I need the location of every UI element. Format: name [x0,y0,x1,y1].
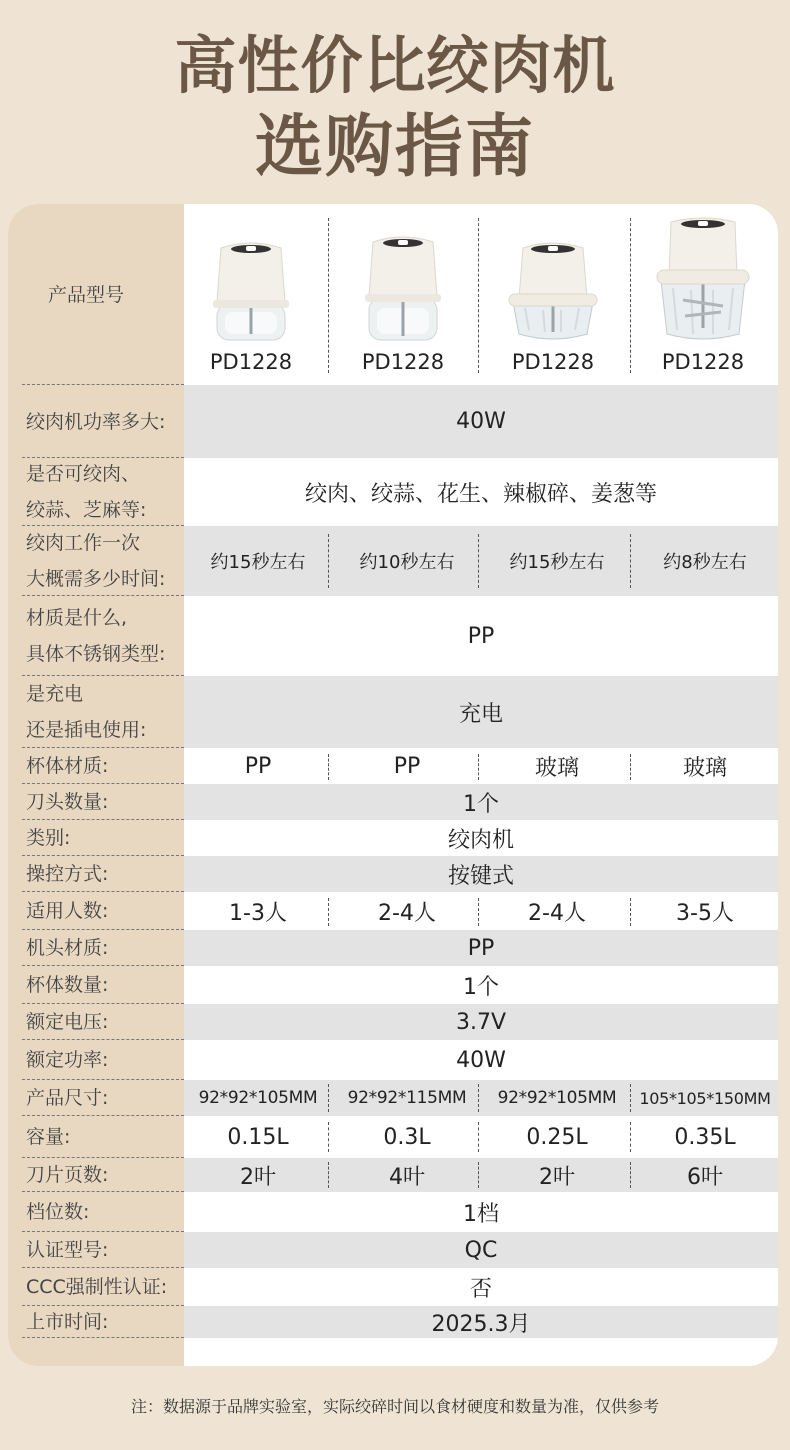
row-value: 充电 [458,701,503,727]
row-gears [8,1192,778,1232]
row-value: QC [464,1237,498,1263]
row-head-material [8,930,778,966]
row-value: 玻璃 [534,755,579,781]
product-card [176,214,326,382]
row-value: 4叶 [389,1164,425,1190]
row-label: 类别: [26,820,176,856]
row-value: 绞肉机 [447,827,514,853]
row-label: 产品尺寸: [26,1080,176,1116]
row-blade-count [8,784,778,820]
row-value: 1-3人 [229,900,287,926]
row-value: 2叶 [539,1164,575,1190]
row-size [8,1080,778,1116]
row-label: 产品型号 [26,204,176,385]
row-control [8,856,778,892]
page-title-line2: 选购指南 [254,108,535,187]
row-voltage [8,1004,778,1040]
row-rated-power [8,1040,778,1080]
row-value: 玻璃 [682,755,727,781]
row-value: 40W [456,1047,506,1073]
row-value: 2-4人 [528,900,586,926]
product-card [478,214,628,382]
row-value: 0.15L [227,1124,289,1150]
row-cup-material [8,748,778,784]
chopper-image [176,214,326,344]
row-label: 上市时间: [26,1306,176,1338]
row-value: 1个 [463,974,499,1000]
product-row [8,204,778,385]
row-value: PP [244,753,272,779]
row-label: 杯体数量: [26,966,176,1004]
row-value: 1档 [463,1201,499,1227]
chopper-image [478,214,628,344]
row-value: 2-4人 [378,900,436,926]
row-cert-model [8,1232,778,1268]
row-label: 操控方式: [26,856,176,892]
row-label: 绞肉机功率多大: [26,385,176,458]
row-label: 是充电 还是插电使用: [26,676,176,748]
row-value: 92*92*105MM [198,1088,318,1108]
row-value: PP [393,753,421,779]
product-card [328,214,478,382]
chopper-image [328,214,478,344]
row-label: 容量: [26,1116,176,1158]
footnote: 注：数据源于品牌实验室，实际绞碎时间以食材硬度和数量为准，仅供参考 [130,1397,659,1416]
row-capacity [8,1116,778,1158]
row-label: CCC强制性认证: [26,1268,176,1306]
product-model: PD1228 [209,350,293,374]
row-use-question [8,458,778,526]
row-label: 是否可绞肉、 绞蒜、芝麻等: [26,458,176,526]
row-material-question [8,596,778,676]
row-cup-count [8,966,778,1004]
row-blades [8,1158,778,1192]
row-power-question [8,385,778,458]
row-ccc [8,1268,778,1306]
row-value: 6叶 [687,1164,723,1190]
row-value: 105*105*150MM [639,1088,771,1108]
row-value: 3-5人 [676,900,734,926]
row-value: 约8秒左右 [663,552,747,573]
row-value: 2叶 [240,1164,276,1190]
row-value: 92*92*105MM [497,1088,617,1108]
row-label: 档位数: [26,1192,176,1232]
row-label: 刀片页数: [26,1158,176,1192]
product-model: PD1228 [361,350,445,374]
row-label: 材质是什么, 具体不锈钢类型: [26,596,176,676]
row-label: 刀头数量: [26,784,176,820]
comparison-table [8,204,778,1366]
chopper-image [628,214,778,344]
row-value: 约10秒左右 [359,552,455,573]
product-model: PD1228 [661,350,745,374]
row-value: 绞肉、绞蒜、花生、辣椒碎、姜葱等 [304,481,657,507]
row-value: PP [467,623,495,649]
row-value: 否 [469,1276,492,1302]
row-category [8,820,778,856]
row-label: 杯体材质: [26,748,176,784]
row-value: 2025.3月 [431,1311,531,1337]
row-release [8,1306,778,1338]
page-title-line1: 高性价比绞肉机 [174,29,616,102]
row-label: 额定功率: [26,1040,176,1080]
row-value: 40W [456,409,506,434]
row-people [8,892,778,930]
row-label: 额定电压: [26,1004,176,1040]
row-label: 适用人数: [26,892,176,930]
row-value: 0.35L [674,1124,736,1150]
row-time-question [8,526,778,596]
row-value: 3.7V [455,1009,507,1035]
row-label: 绞肉工作一次 大概需多少时间: [26,526,176,596]
row-value: PP [467,935,495,961]
row-value: 1个 [463,791,499,817]
row-value: 92*92*115MM [347,1088,467,1108]
row-value: 0.25L [526,1124,588,1150]
product-model: PD1228 [511,350,595,374]
row-value: 约15秒左右 [509,552,605,573]
row-charge-question [8,676,778,748]
row-value: 0.3L [383,1124,431,1150]
row-value: 约15秒左右 [210,552,306,573]
row-value: 按键式 [447,863,514,889]
row-label: 机头材质: [26,930,176,966]
row-label: 认证型号: [26,1232,176,1268]
product-card [628,214,778,382]
